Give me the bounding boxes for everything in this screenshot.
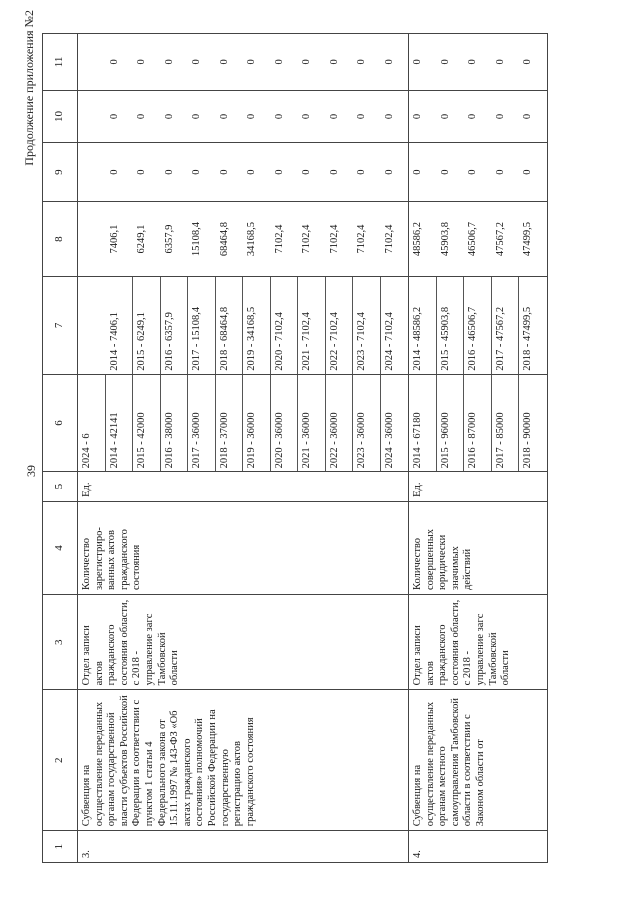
unit: Ед. bbox=[81, 482, 92, 497]
col11-item: 0 bbox=[356, 59, 367, 65]
col6-item: 2023 - 36000 bbox=[353, 375, 381, 472]
col10-item: 0 bbox=[522, 113, 533, 120]
col7-item: 2024 - 7102,4 bbox=[383, 312, 395, 371]
col8-item: 7406,1 bbox=[108, 224, 120, 254]
indicator: Количество зарегистриро-ванных актов гражданского состояния bbox=[81, 527, 143, 590]
col11-item: 0 bbox=[246, 59, 257, 65]
col-header: 7 bbox=[43, 277, 78, 375]
col11-item: 0 bbox=[218, 59, 230, 65]
col10-item: 0 bbox=[356, 113, 367, 120]
executor: Отдел записи актов гражданского состояния области, с 2018 - управление загс Тамбовской области bbox=[412, 599, 512, 686]
col10-item: 0 bbox=[467, 113, 478, 120]
col10-item bbox=[78, 91, 106, 142]
col7-item: 2018 - 68464,8 bbox=[216, 277, 244, 374]
col-header: 1 bbox=[43, 831, 78, 863]
col10-item: 0 bbox=[301, 113, 312, 120]
row-number: 3. bbox=[81, 850, 92, 858]
executor: Отдел записи актов гражданского состояния области, с 2018 - управление загс Тамбовской области bbox=[81, 599, 181, 686]
col6-item: 2014 - 67180 bbox=[409, 375, 437, 472]
col6-item: 2017 - 36000 bbox=[188, 375, 216, 472]
col7-item: 2023 - 7102,4 bbox=[353, 277, 381, 374]
col7-item: 2020 - 7102,4 bbox=[271, 277, 299, 374]
table-row bbox=[78, 34, 409, 863]
col11-list bbox=[409, 34, 547, 90]
col8-list bbox=[409, 202, 547, 276]
col6-item: 2021 - 36000 bbox=[298, 375, 326, 472]
col7-item: 2019 - 34168,5 bbox=[243, 277, 271, 374]
unit: Ед. bbox=[412, 482, 423, 497]
col8-item: 34168,5 bbox=[246, 222, 257, 257]
col11-item: 0 bbox=[301, 59, 312, 65]
col6-item: 2024 - 6 bbox=[78, 375, 106, 472]
col-header: 4 bbox=[43, 501, 78, 594]
col9-item: 0 bbox=[273, 169, 285, 175]
col11-item: 0 bbox=[494, 59, 506, 65]
col11-item: 0 bbox=[467, 59, 478, 65]
col11-item: 0 bbox=[522, 59, 533, 65]
col6-list bbox=[409, 375, 547, 472]
col11-item: 0 bbox=[328, 59, 340, 65]
col9-item: 0 bbox=[191, 169, 202, 175]
col10-list bbox=[409, 91, 547, 142]
col6-item: 2017 - 85000 bbox=[492, 375, 520, 472]
col11-item: 0 bbox=[163, 59, 175, 65]
col-header: 6 bbox=[43, 374, 78, 472]
col7-item: 2022 - 7102,4 bbox=[326, 277, 354, 374]
col-header: 5 bbox=[43, 472, 78, 502]
col7-item: 2014 - 7406,1 bbox=[106, 277, 134, 374]
table-row bbox=[409, 34, 548, 863]
indicator: Количество совершенных юридически значимых действий bbox=[412, 528, 474, 590]
col8-item: 15108,4 bbox=[191, 222, 202, 257]
col11-item: 0 bbox=[191, 59, 202, 65]
col-header: 11 bbox=[43, 34, 78, 91]
col7-item: 2017 - 15108,4 bbox=[188, 277, 216, 374]
col9-item: 0 bbox=[522, 169, 533, 175]
col9-list bbox=[409, 143, 547, 201]
col8-item: 47499,5 bbox=[522, 222, 533, 257]
col7-list bbox=[409, 277, 547, 374]
col8-item: 46506,7 bbox=[467, 222, 478, 257]
col6-item: 2015 - 96000 bbox=[437, 375, 465, 472]
col-header: 8 bbox=[43, 202, 78, 277]
col9-item: 0 bbox=[301, 169, 312, 175]
col9-item: 0 bbox=[383, 169, 395, 175]
col9-item: 0 bbox=[163, 169, 175, 175]
page-number: 39 bbox=[24, 465, 38, 477]
col9-item: 0 bbox=[136, 169, 147, 175]
col6-list bbox=[78, 375, 408, 472]
col10-item: 0 bbox=[439, 113, 451, 120]
col7-item: 2021 - 7102,4 bbox=[298, 277, 326, 374]
col8-item: 68464,8 bbox=[218, 222, 230, 257]
col8-item: 45903,8 bbox=[439, 222, 451, 257]
col11-item: 0 bbox=[136, 59, 147, 65]
col9-item: 0 bbox=[494, 169, 506, 175]
col8-item: 6357,9 bbox=[163, 224, 175, 254]
col6-item: 2018 - 90000 bbox=[522, 412, 533, 469]
col9-list bbox=[78, 143, 408, 201]
col9-item: 0 bbox=[467, 169, 478, 175]
col9-item: 0 bbox=[108, 169, 120, 175]
header-row bbox=[43, 34, 78, 863]
col10-item: 0 bbox=[136, 113, 147, 120]
col11-item: 0 bbox=[439, 59, 451, 65]
col7-item: 2015 - 45903,8 bbox=[437, 277, 465, 374]
col-header: 9 bbox=[43, 143, 78, 202]
col8-list bbox=[78, 202, 408, 276]
col11-item bbox=[78, 34, 106, 90]
col-header: 3 bbox=[43, 595, 78, 690]
col9-item: 0 bbox=[356, 169, 367, 175]
col8-item: 6249,1 bbox=[136, 224, 147, 254]
measure-name: Субвенция на осуществление переданных органам государственной власти субъектов Российской Федерации в соответствии с пунктом 1 статьи 4 Федерального закона от 15.11.1997 № 143-ФЗ «Об актах гражданского состояния» полномочий Российской Федерации на государственную регистрацию актов гражданского состояния bbox=[81, 695, 256, 827]
col7-item: 2016 - 46506,7 bbox=[464, 277, 492, 374]
col6-item: 2019 - 36000 bbox=[243, 375, 271, 472]
col10-item: 0 bbox=[108, 113, 120, 120]
col11-list bbox=[78, 34, 408, 90]
col8-item: 7102,4 bbox=[328, 224, 340, 254]
col8-item: 7102,4 bbox=[273, 224, 285, 254]
col7-item: 2018 - 47499,5 bbox=[522, 306, 533, 371]
col10-item: 0 bbox=[383, 113, 395, 120]
col11-item: 0 bbox=[383, 59, 395, 65]
col10-item: 0 bbox=[218, 113, 230, 120]
measure-name: Субвенция на осуществление переданных органам местного самоуправления Тамбовской области в соответствии с Законом области от bbox=[412, 698, 486, 827]
col7-list bbox=[78, 277, 408, 374]
col7-item: 2016 - 6357,9 bbox=[161, 277, 189, 374]
col9-item: 0 bbox=[439, 169, 451, 175]
col10-item: 0 bbox=[163, 113, 175, 120]
col10-item: 0 bbox=[494, 113, 506, 120]
col10-item: 0 bbox=[412, 113, 423, 120]
col-header: 10 bbox=[43, 90, 78, 142]
col6-item: 2020 - 36000 bbox=[271, 375, 299, 472]
col6-item: 2018 - 37000 bbox=[216, 375, 244, 472]
col6-item: 2015 - 42000 bbox=[133, 375, 161, 472]
col10-item: 0 bbox=[328, 113, 340, 120]
col11-item: 0 bbox=[108, 59, 120, 65]
continuation-label: Продолжение приложения №2 bbox=[22, 10, 36, 166]
col9-item bbox=[78, 143, 106, 201]
col7-item: 2017 - 47567,2 bbox=[492, 277, 520, 374]
col11-item: 0 bbox=[412, 59, 423, 65]
col11-item: 0 bbox=[273, 59, 285, 65]
col10-item: 0 bbox=[191, 113, 202, 120]
col9-item: 0 bbox=[412, 169, 423, 175]
col8-item: 7102,4 bbox=[356, 224, 367, 254]
col8-item: 47567,2 bbox=[494, 222, 506, 257]
col9-item: 0 bbox=[218, 169, 230, 175]
col8-item: 48586,2 bbox=[412, 222, 423, 257]
col8-item bbox=[78, 202, 106, 276]
col10-item: 0 bbox=[273, 113, 285, 120]
col8-item: 7102,4 bbox=[301, 224, 312, 254]
col9-item: 0 bbox=[328, 169, 340, 175]
col9-item: 0 bbox=[246, 169, 257, 175]
col6-item: 2016 - 87000 bbox=[464, 375, 492, 472]
col7-item: 2015 - 6249,1 bbox=[133, 277, 161, 374]
col-header: 2 bbox=[43, 690, 78, 831]
col8-item: 7102,4 bbox=[383, 224, 395, 254]
col6-item: 2014 - 42141 bbox=[106, 375, 134, 472]
col6-item: 2024 - 36000 bbox=[383, 412, 395, 469]
col7-item bbox=[78, 277, 106, 374]
col6-item: 2016 - 38000 bbox=[161, 375, 189, 472]
col6-item: 2022 - 36000 bbox=[326, 375, 354, 472]
col10-list bbox=[78, 91, 408, 142]
col10-item: 0 bbox=[246, 113, 257, 120]
appendix-table bbox=[42, 33, 548, 863]
col7-item: 2014 - 48586,2 bbox=[409, 277, 437, 374]
row-number: 4. bbox=[412, 850, 423, 858]
